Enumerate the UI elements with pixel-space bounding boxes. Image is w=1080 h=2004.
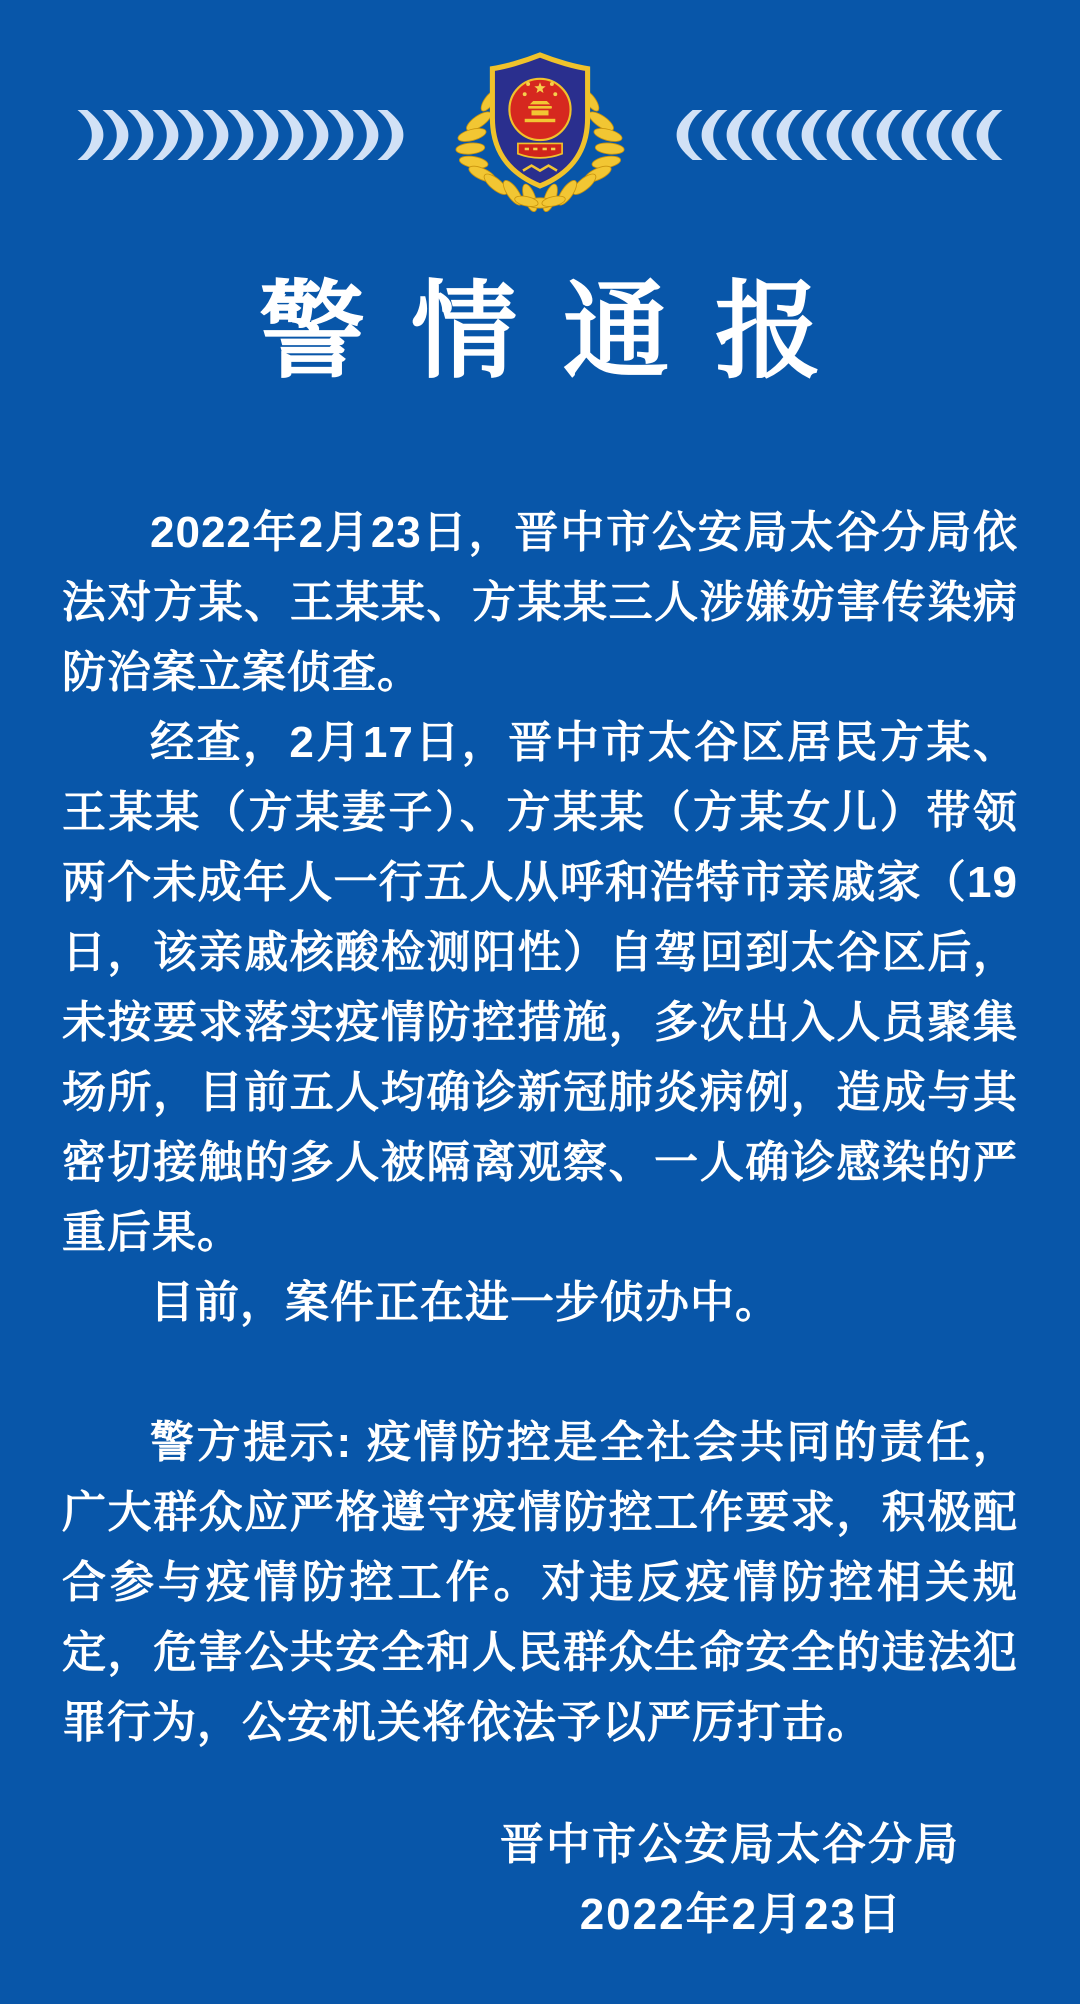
paragraph-case-status: 目前，案件正在进一步侦办中。 — [150, 1277, 780, 1327]
paragraph-police-reminder: 警方提示: 疫情防控是全社会共同的责任，广大群众应严格遵守疫情防控工作要求，积极配合参与疫情防控工作。对违反疫情防控相关规定，危害公共安全和人民群众生命安全的违法犯罪行为，公安机关将依法予以严厉打击。 — [62, 1417, 1018, 1747]
paragraph-investigation-findings: 经查，2月17日，晋中市太谷区居民方某、王某某（方某妻子）、方某某（方某女儿）带领两个未成年人一行五人从呼和浩特市亲戚家（19日，该亲戚核酸检测阳性）自驾回到太谷区后，未按要求落实疫情防控措施，多次出入人员聚集场所，目前五人均确诊新冠肺炎病例，造成与其密切接触的多人被隔离观察、一人确诊感染的严重后果。 — [62, 717, 1018, 1257]
notice-title: 警情通报 — [259, 273, 867, 391]
right-chevron-decoration-icon — [656, 110, 1024, 160]
left-chevron-decoration-icon — [56, 110, 424, 160]
header-band — [0, 0, 1080, 250]
notice-body — [0, 498, 1080, 1950]
signature-date: 2022年2月23日 — [579, 1889, 903, 1939]
paragraph-case-filing: 2022年2月23日，晋中市公安局太谷分局依法对方某、王某某、方某某三人涉嫌妨害传染病防治案立案侦查。 — [62, 507, 1018, 697]
signature-agency: 晋中市公安局太谷分局 — [500, 1819, 960, 1869]
police-badge-icon — [455, 38, 625, 220]
